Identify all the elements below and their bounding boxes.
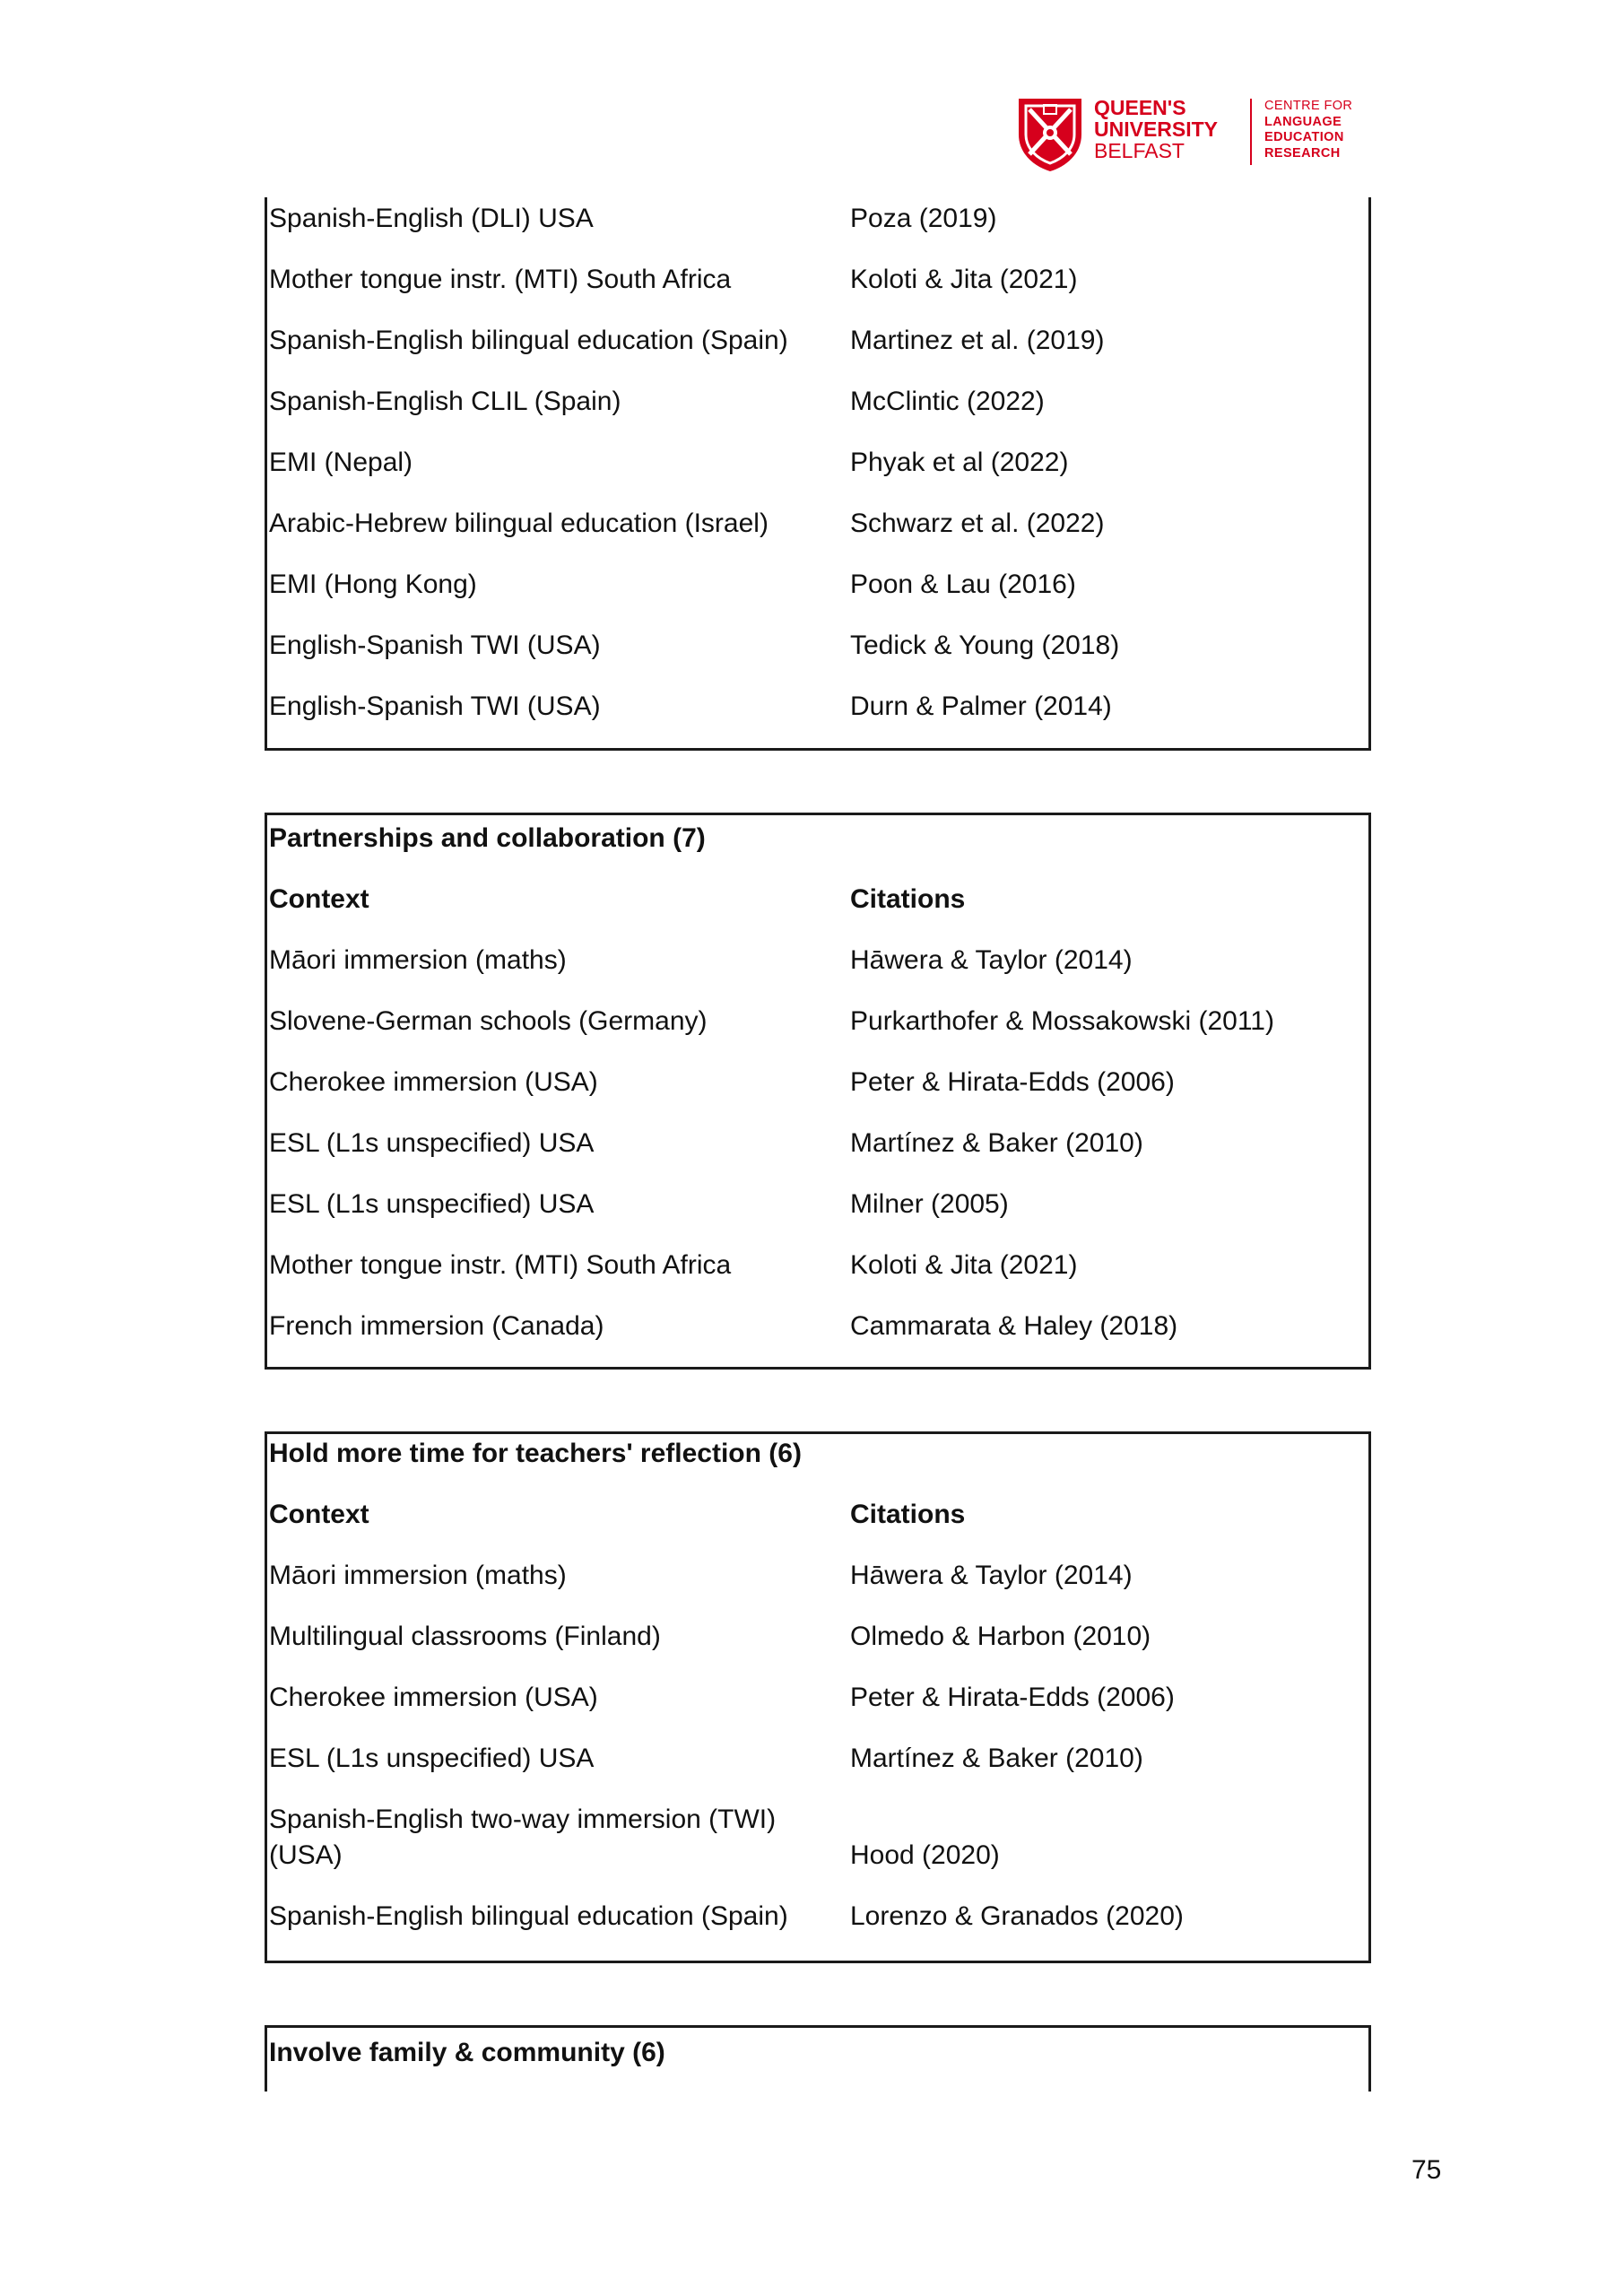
- citation-cell: Durn & Palmer (2014): [850, 691, 1112, 721]
- partnerships-table: [265, 813, 1371, 1370]
- centre-name-line2: LANGUAGE: [1264, 114, 1342, 129]
- table-title: Involve family & community (6): [269, 2038, 665, 2067]
- citation-cell: Schwarz et al. (2022): [850, 509, 1105, 538]
- context-header: Context: [269, 884, 369, 914]
- logo-divider: [1250, 99, 1252, 165]
- citation-cell: Hood (2020): [850, 1840, 1000, 1870]
- context-cell: French immersion (Canada): [269, 1311, 604, 1341]
- citation-cell: Martinez et al. (2019): [850, 326, 1105, 355]
- context-cell: Spanish-English two-way immersion (TWI) (USA): [269, 1805, 777, 1870]
- citation-cell: Peter & Hirata-Edds (2006): [850, 1683, 1175, 1712]
- context-cell: ESL (L1s unspecified) USA: [269, 1744, 595, 1773]
- table-title: Partnerships and collaboration (7): [269, 823, 706, 853]
- citation-cell: Cammarata & Haley (2018): [850, 1311, 1178, 1341]
- reflection-table: [265, 1431, 1371, 1963]
- context-cell: Māori immersion (maths): [269, 945, 567, 975]
- context-cell: EMI (Nepal): [269, 448, 413, 477]
- citations-header: Citations: [850, 884, 966, 914]
- context-cell: Mother tongue instr. (MTI) South Africa: [269, 1250, 732, 1280]
- citation-cell: Hāwera & Taylor (2014): [850, 945, 1133, 975]
- table-title: Hold more time for teachers' reflection (6): [269, 1439, 802, 1468]
- citation-cell: Martínez & Baker (2010): [850, 1744, 1143, 1773]
- university-name-line1: QUEEN'S: [1094, 96, 1186, 119]
- family-community-table: [265, 2025, 1371, 2092]
- citation-cell: Koloti & Jita (2021): [850, 265, 1078, 294]
- university-logo: [1015, 93, 1374, 174]
- citation-cell: Koloti & Jita (2021): [850, 1250, 1078, 1280]
- context-cell: Spanish-English bilingual education (Spain): [269, 1901, 788, 1931]
- citation-cell: Olmedo & Harbon (2010): [850, 1622, 1151, 1651]
- context-cell: Spanish-English (DLI) USA: [269, 204, 594, 233]
- citation-cell: Hāwera & Taylor (2014): [850, 1561, 1133, 1590]
- citation-cell: Purkarthofer & Mossakowski (2011): [850, 1006, 1274, 1036]
- citation-cell: Poon & Lau (2016): [850, 570, 1076, 599]
- citations-header: Citations: [850, 1500, 966, 1529]
- context-cell: ESL (L1s unspecified) USA: [269, 1128, 595, 1158]
- citation-cell: McClintic (2022): [850, 387, 1045, 416]
- crest-icon: [1015, 95, 1085, 172]
- citation-cell: Tedick & Young (2018): [850, 631, 1120, 660]
- context-cell: Spanish-English CLIL (Spain): [269, 387, 621, 416]
- university-name: [1094, 97, 1218, 161]
- centre-name-line1: CENTRE FOR: [1264, 99, 1353, 113]
- university-name-line3: BELFAST: [1094, 139, 1185, 162]
- context-cell: Cherokee immersion (USA): [269, 1067, 598, 1097]
- context-cell: Arabic-Hebrew bilingual education (Israel): [269, 509, 769, 538]
- context-header: Context: [269, 1500, 369, 1529]
- page-number: 75: [1411, 2155, 1442, 2185]
- citation-cell: Milner (2005): [850, 1189, 1009, 1219]
- citation-cell: Lorenzo & Granados (2020): [850, 1901, 1184, 1931]
- centre-name-line3: EDUCATION: [1264, 130, 1344, 144]
- citation-cell: Phyak et al (2022): [850, 448, 1069, 477]
- centre-name-line4: RESEARCH: [1264, 145, 1341, 161]
- table-continuation: [265, 197, 1371, 751]
- context-cell: Slovene-German schools (Germany): [269, 1006, 708, 1036]
- context-cell: Cherokee immersion (USA): [269, 1683, 598, 1712]
- context-cell: Spanish-English bilingual education (Spain): [269, 326, 788, 355]
- citation-cell: Martínez & Baker (2010): [850, 1128, 1143, 1158]
- citation-cell: Peter & Hirata-Edds (2006): [850, 1067, 1175, 1097]
- context-cell: English-Spanish TWI (USA): [269, 631, 601, 660]
- context-cell: ESL (L1s unspecified) USA: [269, 1189, 595, 1219]
- context-cell: Mother tongue instr. (MTI) South Africa: [269, 265, 732, 294]
- context-cell: EMI (Hong Kong): [269, 570, 477, 599]
- context-cell: Māori immersion (maths): [269, 1561, 567, 1590]
- context-cell: English-Spanish TWI (USA): [269, 691, 601, 721]
- centre-name: [1264, 99, 1352, 161]
- context-cell: Multilingual classrooms (Finland): [269, 1622, 661, 1651]
- university-name-line2: UNIVERSITY: [1094, 117, 1219, 141]
- citation-cell: Poza (2019): [850, 204, 997, 233]
